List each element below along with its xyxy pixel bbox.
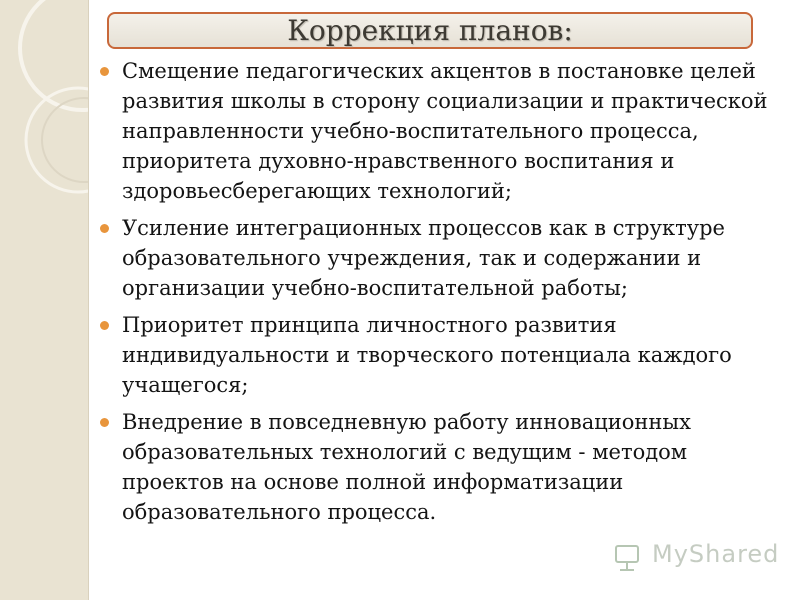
bullet-dot-icon xyxy=(100,418,109,427)
watermark xyxy=(612,538,780,572)
bullet-item xyxy=(100,407,790,527)
decorative-circles xyxy=(0,0,88,600)
bullet-text: Внедрение в повседневную работу инновационных образовательных технологий с ведущим - методом проектов на основе полной информатизации образовательного процесса. xyxy=(122,410,691,524)
watermark-text: MyShared xyxy=(652,540,780,568)
bullet-item xyxy=(100,213,790,303)
decorative-side-band xyxy=(0,0,89,600)
bullet-text: Усиление интеграционных процессов как в структуре образовательного учреждения, так и содержании и организации учебно-воспитательной работы; xyxy=(122,216,725,300)
bullet-list xyxy=(100,56,790,534)
slide-title-box xyxy=(107,12,753,49)
myshared-logo-icon xyxy=(612,540,646,574)
bullet-item xyxy=(100,310,790,400)
bullet-text: Смещение педагогических акцентов в постановке целей развития школы в сторону социализации и практической направленности учебно-воспитательного процесса, приоритета духовно-нравственного воспитания и здоровьесберегающих технологий; xyxy=(122,59,768,203)
bullet-dot-icon xyxy=(100,321,109,330)
bullet-dot-icon xyxy=(100,67,109,76)
bullet-item xyxy=(100,56,790,206)
bullet-text: Приоритет принципа личностного развития индивидуальности и творческого потенциала каждого учащегося; xyxy=(122,313,732,397)
bullet-dot-icon xyxy=(100,224,109,233)
slide-title: Коррекция планов: xyxy=(287,14,573,47)
